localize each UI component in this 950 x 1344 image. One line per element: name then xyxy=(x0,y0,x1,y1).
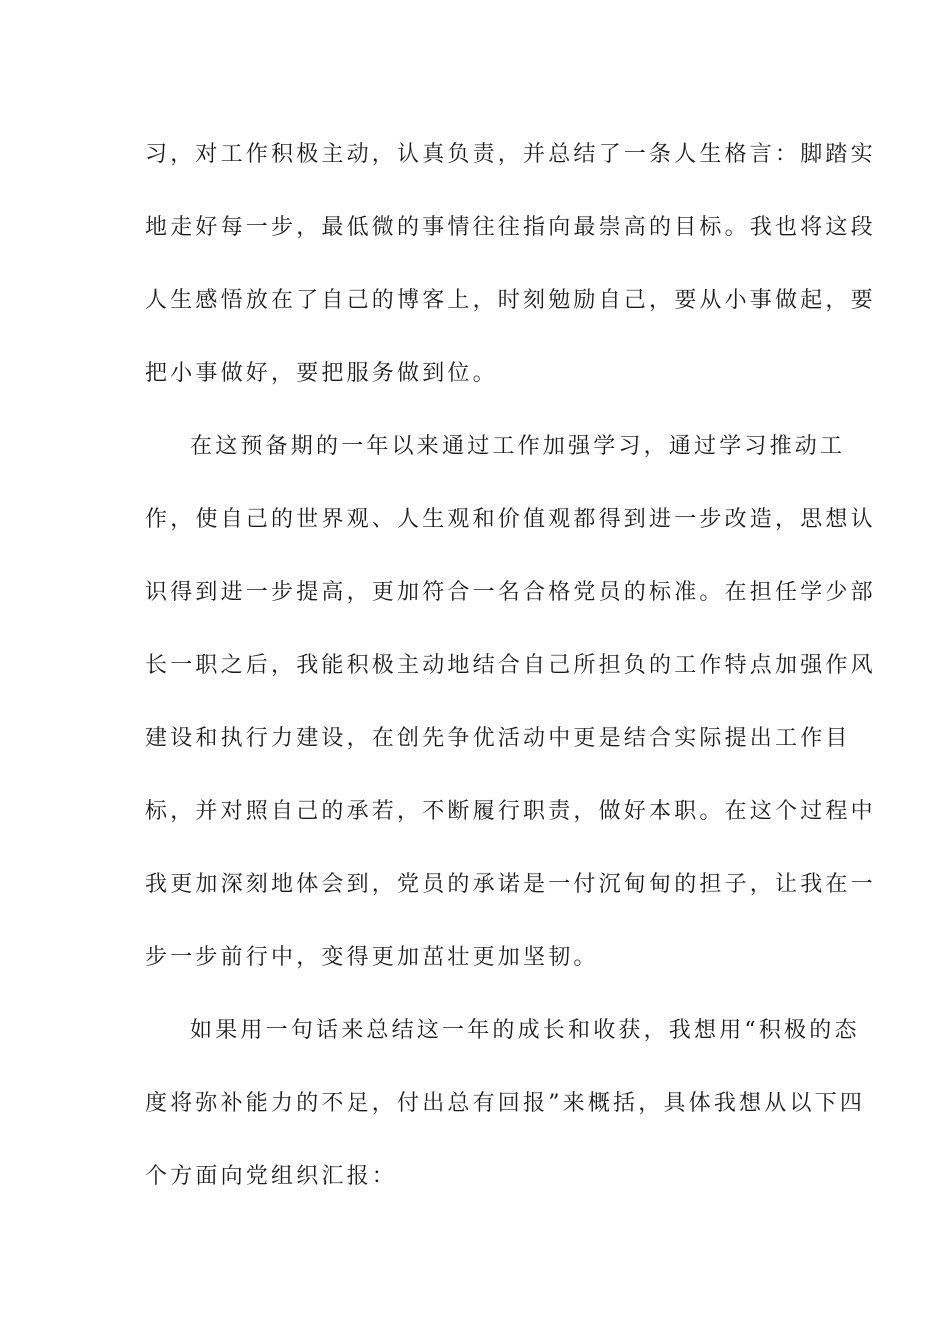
text-line: 地走好每一步，最低微的事情往往指向最崇高的目标。我也将这段 xyxy=(145,215,876,240)
paragraph-first-line: 在这预备期的一年以来通过工作加强学习，通过学习推动工 xyxy=(190,434,846,459)
text-line: 我更加深刻地体会到，党员的承诺是一付沉甸甸的担子，让我在一 xyxy=(145,872,876,897)
text-line: 度将弥补能力的不足，付出总有回报”来概括，具体我想从以下四 xyxy=(145,1091,866,1116)
text-line: 步一步前行中，变得更加茁壮更加坚韧。 xyxy=(145,945,599,970)
text-line: 人生感悟放在了自己的博客上，时刻勉励自己，要从小事做起，要 xyxy=(145,288,876,313)
text-line: 建设和执行力建设，在创先争优活动中更是结合实际提出工作目 xyxy=(145,726,851,751)
text-line: 习，对工作积极主动，认真负责，并总结了一条人生格言：脚踏实 xyxy=(145,142,876,167)
text-line: 把小事做好，要把服务做到位。 xyxy=(145,361,498,386)
text-line: 作，使自己的世界观、人生观和价值观都得到进一步改造，思想认 xyxy=(145,507,876,532)
text-line: 个方面向党组织汇报： xyxy=(145,1164,398,1189)
text-line: 识得到进一步提高，更加符合一名合格党员的标准。在担任学少部 xyxy=(145,580,876,605)
text-line: 长一职之后，我能积极主动地结合自己所担负的工作特点加强作风 xyxy=(145,653,876,678)
paragraph-first-line: 如果用一句话来总结这一年的成长和收获，我想用“积极的态 xyxy=(190,1018,860,1043)
text-line: 标，并对照自己的承若，不断履行职责，做好本职。在这个过程中 xyxy=(145,799,876,824)
